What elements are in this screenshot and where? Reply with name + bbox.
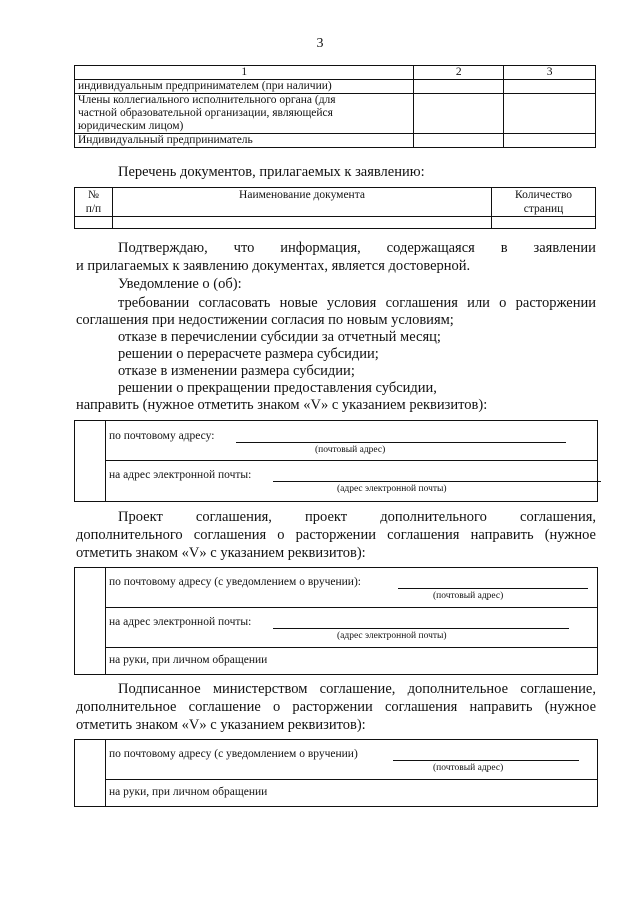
delivery-box-project bbox=[74, 567, 598, 675]
word: что bbox=[233, 240, 255, 256]
word: Проект bbox=[118, 509, 163, 525]
email-label: на адрес электронной почты: bbox=[109, 616, 252, 628]
value-cell[interactable] bbox=[75, 217, 113, 229]
word: соглашения, bbox=[195, 509, 272, 525]
postal-input-line[interactable] bbox=[236, 442, 566, 443]
delivery-box-signed bbox=[74, 739, 598, 807]
email-caption: (адрес электронной почты) bbox=[337, 631, 447, 641]
notice-item3: решении о перерасчете размера субсидии; bbox=[118, 346, 379, 362]
table-row bbox=[75, 217, 596, 229]
word: дополнительного bbox=[380, 509, 487, 525]
column-header: 2 bbox=[414, 66, 504, 80]
column-header: 3 bbox=[504, 66, 596, 80]
row-label: индивидуальным предпринимателем (при наличии) bbox=[75, 80, 414, 94]
word: содержащаяся bbox=[386, 240, 475, 256]
project-line1 bbox=[118, 509, 596, 526]
notice-item4: отказе в изменении размера субсидии; bbox=[118, 363, 355, 379]
delivery-option-postal[interactable] bbox=[105, 568, 597, 608]
postal-input-line[interactable] bbox=[398, 588, 588, 589]
value-cell[interactable] bbox=[504, 80, 596, 94]
email-input-line[interactable] bbox=[273, 628, 569, 629]
docs-list-title: Перечень документов, прилагаемых к заявлению: bbox=[118, 164, 425, 180]
row-label-line: частной образовательной организации, являющейся bbox=[78, 107, 333, 119]
value-cell[interactable] bbox=[492, 217, 596, 229]
checkbox-column[interactable] bbox=[75, 568, 106, 674]
header-line: № bbox=[87, 189, 99, 201]
notice-direct: направить (нужное отметить знаком «V» с указанием реквизитов): bbox=[76, 397, 488, 413]
checkbox-column[interactable] bbox=[75, 740, 106, 806]
in-person-label: на руки, при личном обращении bbox=[109, 654, 268, 666]
table-row bbox=[75, 80, 596, 94]
signed-line3: отметить знаком «V» с указанием реквизитов): bbox=[76, 717, 366, 733]
column-header: 1 bbox=[75, 66, 414, 80]
table-row bbox=[75, 134, 596, 148]
delivery-box-notice bbox=[74, 420, 598, 502]
word: Подтверждаю, bbox=[118, 240, 208, 256]
table-header-row bbox=[75, 66, 596, 80]
table-header-row bbox=[75, 188, 596, 217]
confirm-line2: и прилагаемых к заявлению документах, является достоверной. bbox=[76, 258, 471, 274]
word: проект bbox=[305, 509, 348, 525]
column-header-pages bbox=[492, 188, 596, 217]
column-header-name: Наименование документа bbox=[112, 188, 491, 217]
value-cell[interactable] bbox=[504, 94, 596, 134]
row-label bbox=[75, 94, 414, 134]
table-row bbox=[75, 94, 596, 134]
row-label-line: юридическим лицом) bbox=[78, 120, 184, 132]
delivery-option-email[interactable] bbox=[105, 608, 597, 648]
confirm-line1 bbox=[118, 240, 596, 257]
postal-label: по почтовому адресу (с уведомлением о вручении): bbox=[109, 576, 361, 588]
value-cell[interactable] bbox=[414, 94, 504, 134]
email-input-line[interactable] bbox=[273, 481, 601, 482]
project-line3: отметить знаком «V» с указанием реквизитов): bbox=[76, 545, 366, 561]
postal-input-line[interactable] bbox=[393, 760, 579, 761]
value-cell[interactable] bbox=[504, 134, 596, 148]
word: в bbox=[500, 240, 508, 256]
checkbox-column[interactable] bbox=[75, 421, 106, 501]
email-label: на адрес электронной почты: bbox=[109, 469, 252, 481]
postal-label: по почтовому адресу: bbox=[109, 430, 215, 442]
header-line: страниц bbox=[523, 203, 564, 215]
delivery-option-postal[interactable] bbox=[105, 740, 597, 780]
project-line2: дополнительного соглашения о расторжении соглашения направить (нужное bbox=[76, 527, 596, 543]
delivery-option-email[interactable] bbox=[105, 461, 597, 501]
signed-line1: Подписанное министерством соглашение, дополнительное соглашение, bbox=[118, 681, 596, 697]
word: информация, bbox=[280, 240, 361, 256]
value-cell[interactable] bbox=[414, 80, 504, 94]
column-header-number bbox=[75, 188, 113, 217]
row-label: Индивидуальный предприниматель bbox=[75, 134, 414, 148]
row-label-line: Члены коллегиального исполнительного органа (для bbox=[78, 94, 336, 106]
word: соглашения, bbox=[520, 509, 596, 525]
delivery-option-in-person[interactable] bbox=[105, 648, 597, 674]
header-line: п/п bbox=[85, 203, 102, 215]
notice-item2: отказе в перечислении субсидии за отчетный месяц; bbox=[118, 329, 441, 345]
value-cell[interactable] bbox=[414, 134, 504, 148]
postal-caption: (почтовый адрес) bbox=[433, 763, 504, 773]
notice-item1-line1: требовании согласовать новые условия соглашения или о расторжении bbox=[118, 295, 596, 311]
delivery-option-postal[interactable] bbox=[105, 421, 597, 461]
notice-title: Уведомление о (об): bbox=[118, 276, 242, 292]
value-cell[interactable] bbox=[112, 217, 491, 229]
page-number: 3 bbox=[316, 36, 324, 51]
signed-line2: дополнительное соглашение о расторжении соглашения направить (нужное bbox=[76, 699, 596, 715]
email-caption: (адрес электронной почты) bbox=[337, 484, 447, 494]
delivery-option-in-person[interactable] bbox=[105, 780, 597, 806]
postal-caption: (почтовый адрес) bbox=[433, 591, 504, 601]
notice-item5: решении о прекращении предоставления субсидии, bbox=[118, 380, 437, 396]
header-line: Количество bbox=[515, 189, 573, 201]
notice-item1-line2: соглашения при недостижении согласия по новым условиям; bbox=[76, 312, 454, 328]
word: заявлении bbox=[533, 240, 596, 256]
in-person-label: на руки, при личном обращении bbox=[109, 786, 268, 798]
postal-label: по почтовому адресу (с уведомлением о вручении) bbox=[109, 748, 358, 760]
participants-table bbox=[74, 65, 596, 148]
postal-caption: (почтовый адрес) bbox=[315, 445, 386, 455]
documents-table bbox=[74, 187, 596, 229]
